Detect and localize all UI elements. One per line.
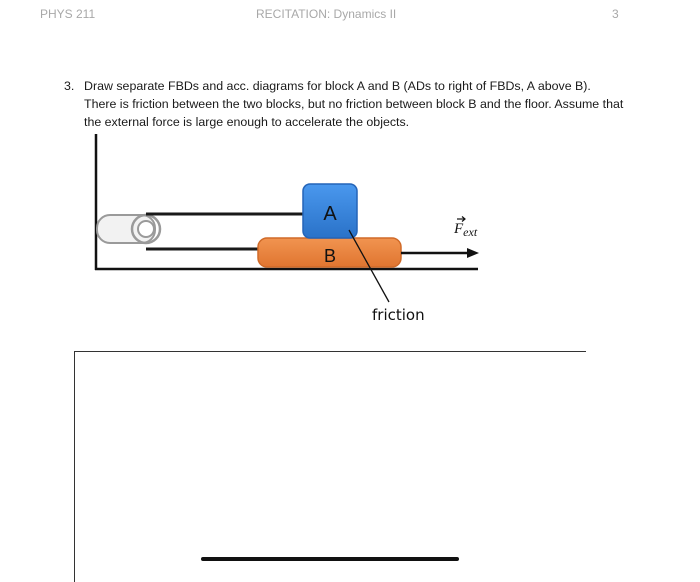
block-a-label: A — [323, 203, 337, 225]
friction-label: friction — [372, 306, 425, 324]
answer-box — [74, 351, 586, 582]
force-label — [453, 217, 478, 240]
problem-number: 3. — [64, 79, 75, 93]
force-symbol: F — [454, 221, 464, 237]
svg-text:Fext — [453, 221, 478, 239]
page-number: 3 — [612, 7, 619, 21]
block-b-label: B — [323, 246, 337, 266]
problem-text: Draw separate FBDs and acc. diagrams for block A and B (ADs to right of FBDs, A above B). There is friction between the two blocks, but no friction between block B and the floor. Assume that the external force is large enough to accelerate the objects. — [84, 79, 624, 129]
course-code: PHYS 211 — [40, 7, 96, 21]
force-subscript: ext — [463, 225, 478, 239]
pulley — [97, 215, 160, 243]
page-bottom-bar — [201, 557, 459, 561]
force-arrowhead — [467, 248, 479, 258]
page-title: RECITATION: Dynamics II — [256, 7, 397, 21]
